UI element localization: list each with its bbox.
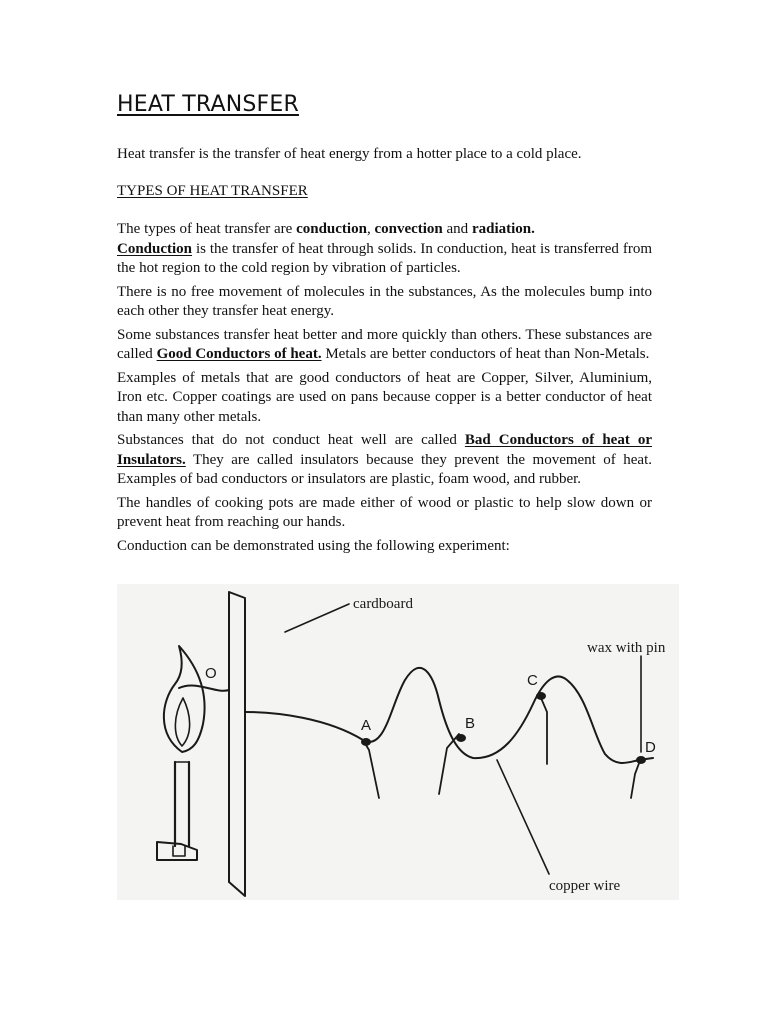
bad-after: They are called insulators because they prevent the movement of heat. Examples of bad conductors or insulators are plastic, foam wood, and rubber. <box>117 451 652 487</box>
pin-c <box>541 698 547 764</box>
types-separator: and <box>442 221 472 237</box>
pin-a <box>363 740 379 798</box>
type-conduction: conduction <box>296 221 367 237</box>
free-movement-paragraph: There is no free movement of molecules in the substances, As the molecules bump into each other they transfer heat energy. <box>117 283 652 319</box>
types-prefix: The types of heat transfer are <box>117 221 297 237</box>
types-separator: , <box>366 221 375 237</box>
label-cardboard: cardboard <box>353 596 413 612</box>
body-text <box>117 220 652 560</box>
good-after: Metals are better conductors of heat than Non-Metals. <box>321 346 650 362</box>
cardboard-leader <box>285 604 349 632</box>
label-d: D <box>645 739 656 756</box>
section-heading: TYPES OF HEAT TRANSFER <box>117 183 308 199</box>
label-b: B <box>465 715 476 732</box>
cardboard-sheet <box>229 592 245 896</box>
wax-a <box>362 739 370 745</box>
bad-conductors-term: Bad Conductors of heat or Insulators. <box>117 432 652 468</box>
label-copper-wire: copper wire <box>549 878 621 894</box>
good-conductors-paragraph <box>117 326 652 365</box>
copper-wire <box>179 668 653 763</box>
conduction-definition <box>117 240 652 279</box>
wax-b <box>457 735 465 741</box>
metal-examples-paragraph: Examples of metals that are good conductors of heat are Copper, Silver, Aluminium, Iron etc. Copper coatings are used on pans because copper is a better conductor of heat than many other metals. <box>117 369 652 425</box>
flame-inner <box>175 698 189 746</box>
wax-c <box>537 693 545 699</box>
bad-before: Substances that do not conduct heat well are called <box>117 432 465 448</box>
burner-tube <box>175 762 189 846</box>
experiment-figure <box>117 584 679 900</box>
page-title: HEAT TRANSFER <box>117 92 299 117</box>
experiment-intro-paragraph: Conduction can be demonstrated using the following experiment: <box>117 537 510 554</box>
pin-d <box>631 758 641 798</box>
type-convection: convection <box>374 221 443 237</box>
burner-base <box>157 842 197 860</box>
burner-valve <box>173 846 185 856</box>
label-c: C <box>527 672 538 689</box>
conduction-term: Conduction <box>117 240 193 257</box>
conduction-text: is the transfer of heat through solids. In conduction, heat is transferred from the hot region to the cold region by vibration of particles. <box>117 240 652 276</box>
label-wax-with-pin: wax with pin <box>587 640 666 656</box>
good-before: Some substances transfer heat better and more quickly than others. These substances are called <box>117 326 652 362</box>
intro-paragraph: Heat transfer is the transfer of heat energy from a hotter place to a cold place. <box>117 146 582 162</box>
copper-leader <box>497 760 549 874</box>
handles-paragraph: The handles of cooking pots are made either of wood or plastic to help slow down or prevent heat from reaching our hands. <box>117 494 652 530</box>
label-o: O <box>205 665 217 682</box>
experiment-diagram <box>117 584 679 900</box>
types-paragraph <box>117 220 652 240</box>
wax-d <box>637 757 645 763</box>
good-conductors-term: Good Conductors of heat. <box>156 346 322 362</box>
type-radiation: radiation. <box>471 221 535 237</box>
label-a: A <box>361 717 372 734</box>
bad-conductors-paragraph <box>117 431 652 490</box>
